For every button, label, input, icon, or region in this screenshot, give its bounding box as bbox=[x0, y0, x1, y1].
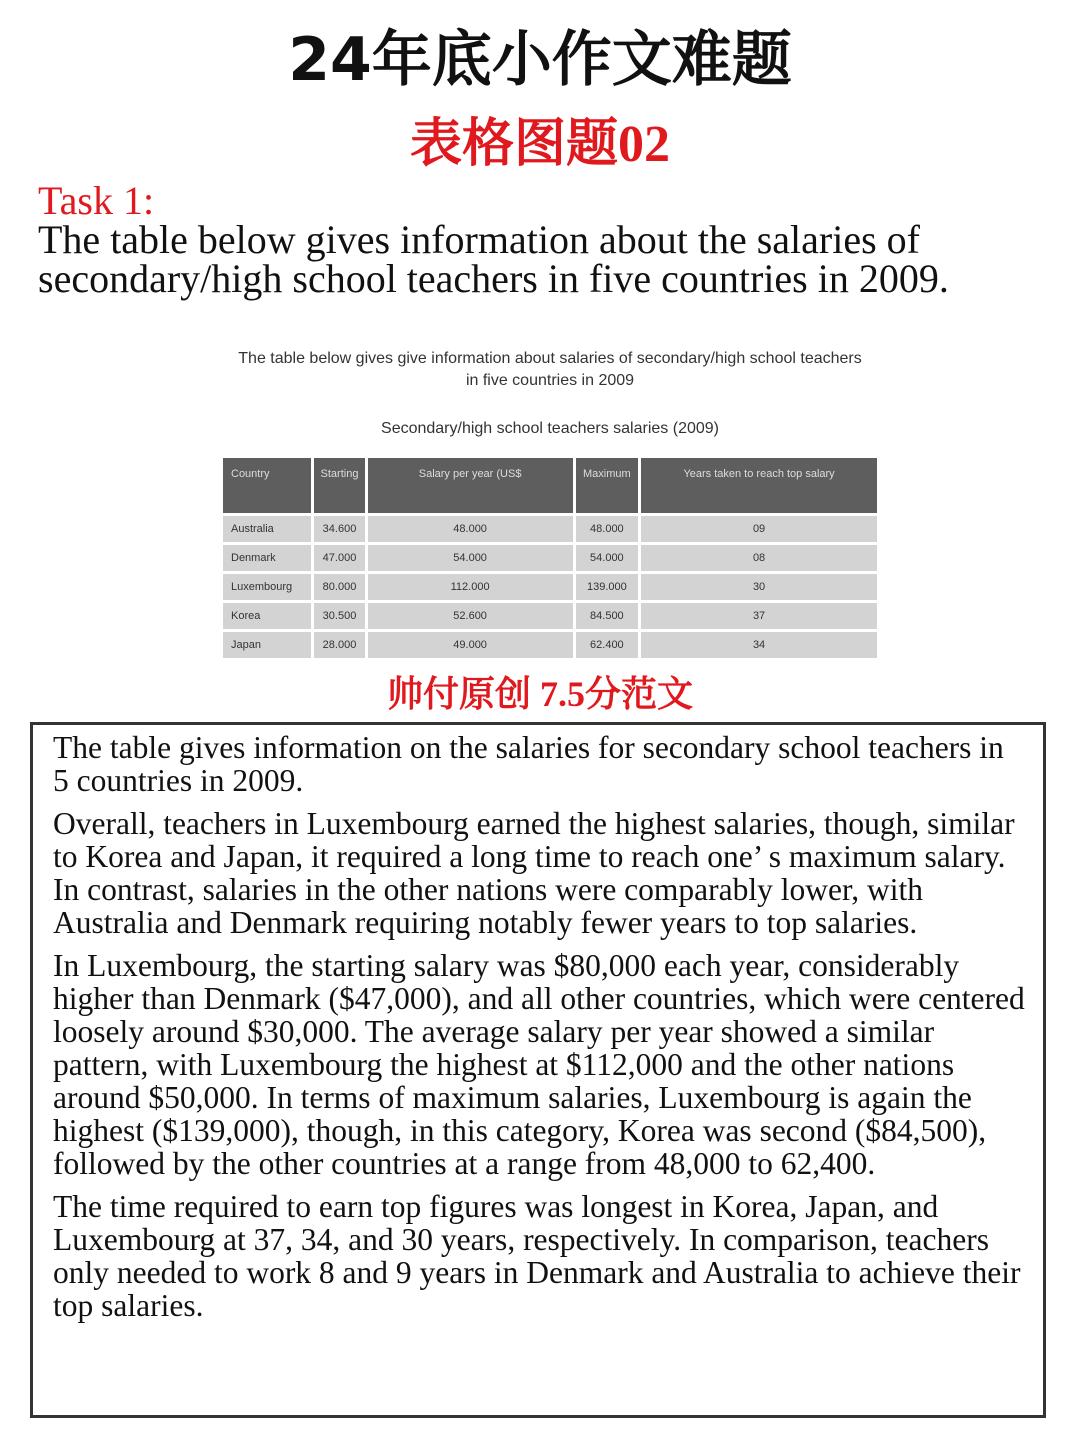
header-cell: Country bbox=[223, 458, 311, 513]
value-cell: 80.000 bbox=[314, 574, 364, 600]
page-title: 24年底小作文难题 bbox=[288, 25, 792, 95]
value-cell: 30 bbox=[641, 574, 877, 600]
country-cell: Australia bbox=[223, 516, 311, 542]
table-header-row bbox=[223, 458, 877, 513]
table-row bbox=[223, 632, 877, 658]
header-cell: Years taken to reach top salary bbox=[641, 458, 877, 513]
value-cell: 48.000 bbox=[368, 516, 573, 542]
table-title: Secondary/high school teachers salaries (2009) bbox=[381, 420, 719, 437]
essay-paragraph: Overall, teachers in Luxembourg earned the highest salaries, though, similar to Korea and Japan, it required a long time to reach one’ s maximum salary. In contrast, salaries in the other nations were comparably lower, with Australia and Denmark requiring notably fewer years to top salaries. bbox=[53, 806, 1015, 940]
country-cell: Japan bbox=[223, 632, 311, 658]
caption-line: The table below gives give information about salaries of secondary/high school teachers bbox=[238, 350, 862, 367]
table-row bbox=[223, 516, 877, 542]
model-essay-box bbox=[30, 722, 1046, 1418]
model-essay-label: 帅付原创 7.5分范文 bbox=[386, 674, 693, 714]
value-cell: 84.500 bbox=[576, 603, 639, 629]
value-cell: 112.000 bbox=[368, 574, 573, 600]
header-cell: Salary per year (US$ bbox=[368, 458, 573, 513]
value-cell: 52.600 bbox=[368, 603, 573, 629]
value-cell: 37 bbox=[641, 603, 877, 629]
country-cell: Denmark bbox=[223, 545, 311, 571]
essay-paragraph: In Luxembourg, the starting salary was $80,000 each year, considerably higher than Denmark ($47,000), and all other countries, which were centered loosely around $30,000. The average salary per year showed a similar pattern, with Luxembourg the highest at $112,000 and the other nations around $50,000. In terms of maximum salaries, Luxembourg is again the highest ($139,000), though, in this category, Korea was second ($84,500), followed by the other countries at a range from 48,000 to 62,400. bbox=[53, 948, 1025, 1181]
task-label: Task 1: bbox=[38, 178, 155, 223]
table-row bbox=[223, 545, 877, 571]
value-cell: 30.500 bbox=[314, 603, 364, 629]
essay-paragraph: The table gives information on the salaries for secondary school teachers in 5 countries in 2009. bbox=[53, 730, 1004, 798]
task-prompt: The table below gives information about the salaries of secondary/high school teachers in five countries in 2009. bbox=[38, 217, 949, 301]
value-cell: 54.000 bbox=[368, 545, 573, 571]
value-cell: 34 bbox=[641, 632, 877, 658]
value-cell: 54.000 bbox=[576, 545, 639, 571]
page-subtitle: 表格图题02 bbox=[409, 116, 670, 173]
header-cell: Starting bbox=[314, 458, 364, 513]
value-cell: 62.400 bbox=[576, 632, 639, 658]
header-cell: Maximum bbox=[576, 458, 639, 513]
table-row bbox=[223, 574, 877, 600]
essay-paragraph: The time required to earn top figures was longest in Korea, Japan, and Luxembourg at 37, 34, and 30 years, respectively. In comparison, teachers only needed to work 8 and 9 years in Denmark and Australia to achieve their top salaries. bbox=[53, 1189, 1021, 1323]
table-row bbox=[223, 603, 877, 629]
country-cell: Luxembourg bbox=[223, 574, 311, 600]
salary-table bbox=[220, 455, 880, 661]
table-image-caption bbox=[190, 348, 910, 392]
value-cell: 47.000 bbox=[314, 545, 364, 571]
caption-line: in five countries in 2009 bbox=[465, 372, 635, 389]
value-cell: 48.000 bbox=[576, 516, 639, 542]
value-cell: 139.000 bbox=[576, 574, 639, 600]
value-cell: 49.000 bbox=[368, 632, 573, 658]
value-cell: 34.600 bbox=[314, 516, 364, 542]
value-cell: 28.000 bbox=[314, 632, 364, 658]
value-cell: 09 bbox=[641, 516, 877, 542]
value-cell: 08 bbox=[641, 545, 877, 571]
country-cell: Korea bbox=[223, 603, 311, 629]
